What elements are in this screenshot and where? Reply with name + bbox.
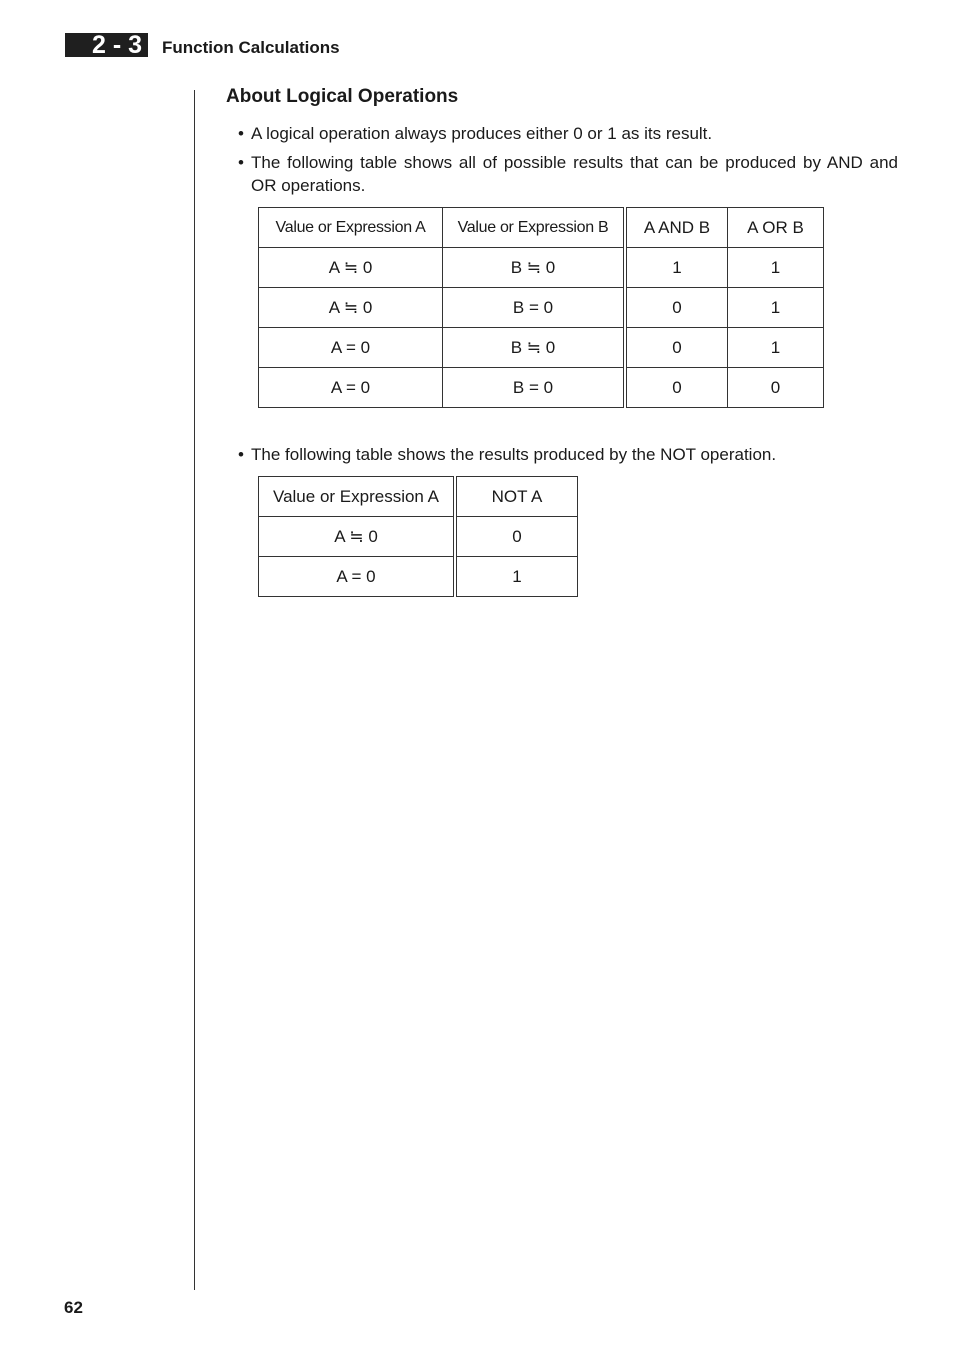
bullet-item: • A logical operation always produces either 0 or 1 as its result. [238, 122, 898, 145]
table-cell: A ≒ 0 [259, 248, 443, 288]
page-number: 62 [64, 1298, 83, 1317]
table-cell: B ≒ 0 [443, 248, 626, 288]
section-number-badge: 2 - 3 [65, 33, 148, 57]
table-row [259, 288, 824, 328]
table-row [259, 557, 578, 597]
table-header-row [259, 208, 824, 248]
bullet-item: • The following table shows all of possible results that can be produced by AND and OR operations. [238, 151, 898, 197]
table-cell: 1 [455, 557, 578, 597]
bullet-item: • The following table shows the results produced by the NOT operation. [238, 443, 898, 466]
table-cell: A = 0 [259, 328, 443, 368]
table-cell: 0 [455, 517, 578, 557]
table-cell: 1 [728, 288, 824, 328]
table-row [259, 517, 578, 557]
table-cell: 1 [728, 248, 824, 288]
table-header-row [259, 477, 578, 517]
table-header-cell: Value or Expression A [259, 477, 456, 517]
page-heading: About Logical Operations [226, 86, 459, 107]
and-or-table [258, 207, 824, 408]
table-cell: B ≒ 0 [443, 328, 626, 368]
table-header-cell: A OR B [728, 208, 824, 248]
table-cell: 0 [728, 368, 824, 408]
table-row [259, 248, 824, 288]
margin-rule [194, 90, 195, 1290]
table-cell: A = 0 [259, 557, 456, 597]
table-header-cell: A AND B [625, 208, 728, 248]
table-cell: 0 [625, 288, 728, 328]
table-header-cell: NOT A [455, 477, 578, 517]
table-row [259, 328, 824, 368]
table-cell: 1 [728, 328, 824, 368]
table-cell: A ≒ 0 [259, 288, 443, 328]
table-cell: 1 [625, 248, 728, 288]
table-row [259, 368, 824, 408]
table-cell: 0 [625, 328, 728, 368]
not-table [258, 476, 578, 597]
table-cell: B = 0 [443, 368, 626, 408]
table-cell: A = 0 [259, 368, 443, 408]
table-header-cell: Value or Expression B [443, 208, 626, 248]
table-cell: B = 0 [443, 288, 626, 328]
table-header-cell: Value or Expression A [259, 208, 443, 248]
section-title: Function Calculations [162, 38, 340, 57]
table-cell: 0 [625, 368, 728, 408]
table-cell: A ≒ 0 [259, 517, 456, 557]
